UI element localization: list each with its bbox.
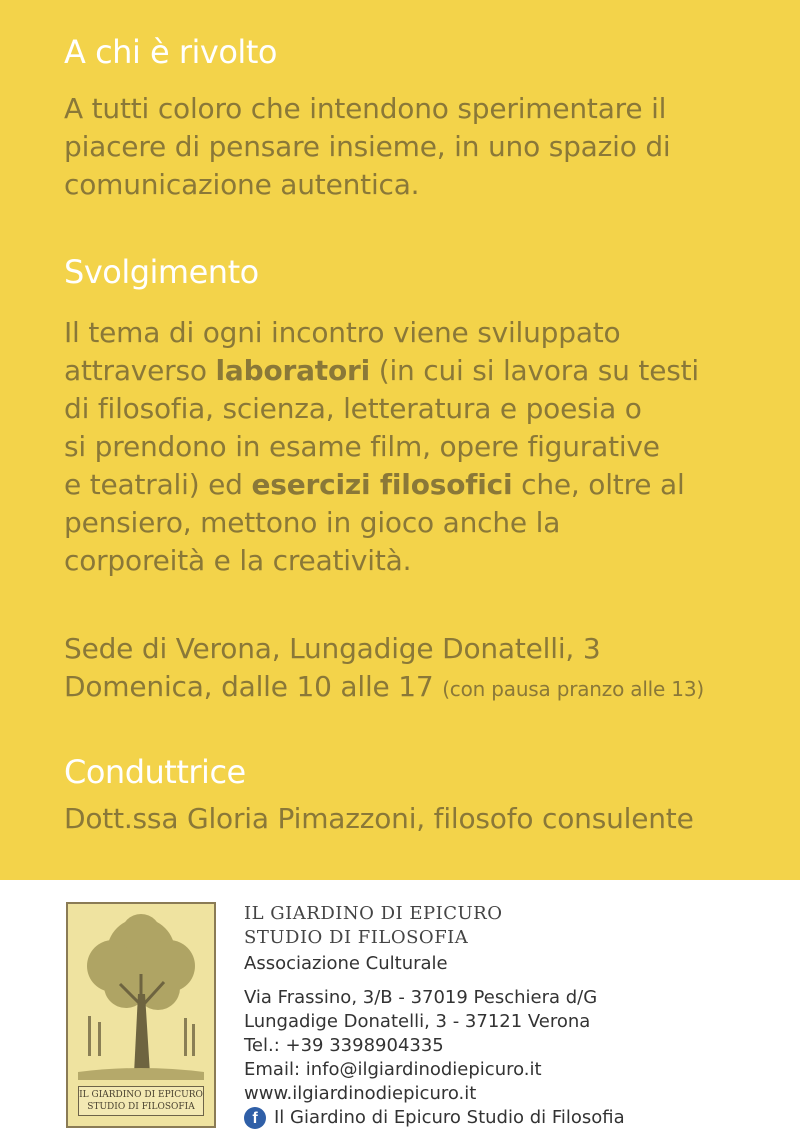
phone: Tel.: +39 3398904335 [244, 1035, 444, 1056]
conduttrice-name: Dott.ssa Gloria Pimazzoni, filosofo consulente [64, 802, 694, 835]
facebook-icon: f [244, 1107, 266, 1129]
facebook-label: Il Giardino di Epicuro Studio di Filosofia [274, 1107, 625, 1128]
heading-svolgimento: Svolgimento [64, 253, 259, 291]
section-svolgimento [64, 252, 760, 580]
bold-laboratori: laboratori [215, 354, 371, 387]
text-line: e teatrali) ed [64, 468, 252, 501]
text-line: piacere di pensare insieme, in uno spazio di [64, 130, 671, 163]
website-link[interactable]: www.ilgiardinodiepicuro.it [244, 1083, 477, 1104]
facebook-link[interactable] [244, 1106, 784, 1130]
email[interactable]: Email: info@ilgiardinodiepicuro.it [244, 1059, 542, 1080]
address-verona: Lungadige Donatelli, 3 - 37121 Verona [244, 1011, 591, 1032]
sede-time: Domenica, dalle 10 alle 17 [64, 670, 434, 703]
section-a-chi [64, 32, 760, 204]
logo-caption [78, 1086, 204, 1116]
logo [66, 902, 216, 1128]
address-peschiera: Via Frassino, 3/B - 37019 Peschiera d/G [244, 987, 598, 1008]
section-sede [64, 630, 760, 708]
text-line: comunicazione autentica. [64, 168, 420, 201]
bold-esercizi: esercizi filosofici [251, 468, 513, 501]
sede-location: Sede di Verona, Lungadige Donatelli, 3 [64, 632, 601, 665]
sede-note: (con pausa pranzo alle 13) [442, 677, 704, 701]
text-line: (in cui si lavora su testi [370, 354, 699, 387]
text-line: A tutti coloro che intendono sperimentare il [64, 92, 667, 125]
text-line: corporeità e la creatività. [64, 544, 412, 577]
logo-caption-line2: STUDIO DI FILOSOFIA [87, 1102, 195, 1112]
paragraph-svolgimento [64, 314, 760, 580]
text-line: che, oltre al [512, 468, 685, 501]
text-line: di filosofia, scienza, letteratura e poesia o [64, 392, 642, 425]
contact-info [244, 902, 784, 1130]
paragraph-sede [64, 630, 760, 708]
org-name: IL GIARDINO DI EPICURO [244, 903, 503, 924]
heading-conduttrice: Conduttrice [64, 753, 246, 791]
text-line: si prendono in esame film, opere figurative [64, 430, 660, 463]
section-conduttrice [64, 752, 760, 838]
logo-caption-line1: IL GIARDINO DI EPICURO [79, 1090, 203, 1100]
org-type: Associazione Culturale [244, 953, 448, 974]
text-line: Il tema di ogni incontro viene sviluppato [64, 316, 621, 349]
org-subtitle: STUDIO DI FILOSOFIA [244, 927, 469, 948]
address-block [244, 986, 784, 1130]
text-line: attraverso [64, 354, 216, 387]
paragraph-a-chi [64, 90, 760, 204]
heading-a-chi: A chi è rivolto [64, 33, 277, 71]
text-line: pensiero, mettono in gioco anche la [64, 506, 561, 539]
